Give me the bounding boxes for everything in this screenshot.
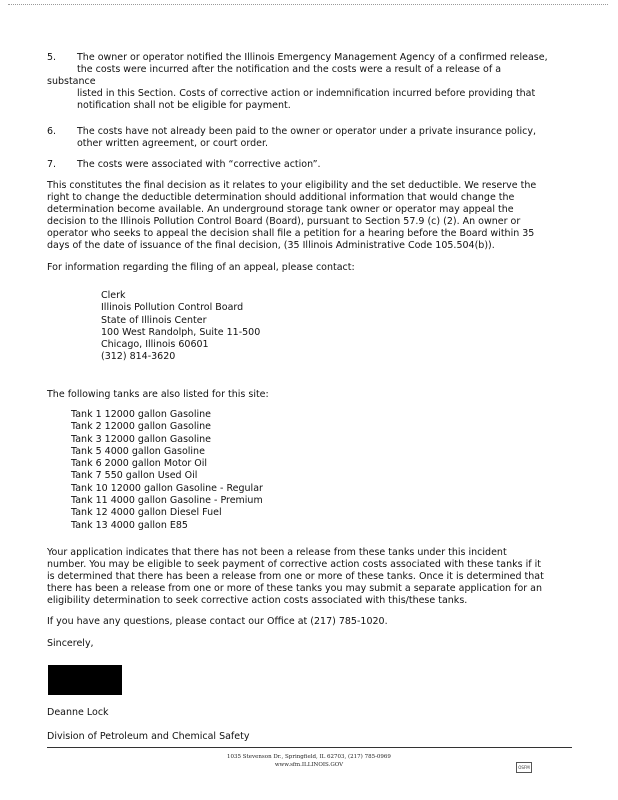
item-line: substance [47,76,96,87]
item-text [77,126,567,150]
tank-list-item: Tank 12 4000 gallon Diesel Fuel [71,507,222,519]
tank-list-item: Tank 2 12000 gallon Gasoline [71,421,211,433]
tanks-intro: The following tanks are also listed for this site: [47,389,269,400]
eligibility-item-5 [47,52,567,114]
paragraph-line: eligibility determination to seek corrective action costs associated with this/these tanks. [47,595,468,606]
item-line: notification shall not be eligible for payment. [77,100,291,111]
item-line: other written agreement, or court order. [77,138,269,149]
paragraph-line: number. You may be eligible to seek payment of corrective action costs associated with these tanks if it [47,559,541,570]
signer-name: Deanne Lock [47,707,109,718]
tank-list-item: Tank 7 550 gallon Used Oil [71,470,198,482]
paragraph-line: days of the date of issuance of the final decision, (35 Illinois Administrative Code 105.504(b)). [47,240,495,251]
item-number: 6. [47,126,57,137]
contact-office-line: If you have any questions, please contact our Office at (217) 785-1020. [47,616,388,627]
appeal-intro: For information regarding the filing of an appeal, please contact: [47,262,355,273]
signer-division: Division of Petroleum and Chemical Safety [47,731,250,742]
tank-list-item: Tank 11 4000 gallon Gasoline - Premium [71,495,263,507]
paragraph-line: operator who seeks to appeal the decision shall file a petition for a hearing before the Board within 35 [47,228,535,239]
scan-artifact [8,4,608,9]
item-number: 5. [47,52,57,63]
board-address [101,290,401,364]
tank-list-item: Tank 10 12000 gallon Gasoline - Regular [71,482,263,494]
paragraph-line: right to change the deductible determination should additional information that would change the [47,192,515,203]
paragraph-line: determination become available. An underground storage tank owner or operator may appeal the [47,204,514,215]
address-line: 100 West Randolph, Suite 11-500 [101,326,261,338]
tank-list [71,409,371,532]
address-line: Illinois Pollution Control Board [101,302,244,314]
item-line: The costs have not already been paid to the owner or operator under a private insurance policy, [77,126,536,137]
item-line: listed in this Section. Costs of corrective action or indemnification incurred before providing that [77,88,536,99]
item-number: 7. [47,159,57,170]
tank-list-item: Tank 13 4000 gallon E85 [71,519,188,531]
footer-website: www.sfm.ILLINOIS.GOV [274,762,344,768]
eligibility-item-6 [47,126,567,152]
tank-list-item: Tank 6 2000 gallon Motor Oil [71,458,208,470]
paragraph-line: decision to the Illinois Pollution Control Board (Board), pursuant to Section 57.9 (c) (2). An owner or [47,216,521,227]
item-text [47,52,567,112]
agency-stamp: OSFM [516,762,532,773]
paragraph-line: Your application indicates that there has not been a release from these tanks under this incident [47,547,507,558]
item-line: The owner or operator notified the Illinois Emergency Management Agency of a confirmed release, [77,52,548,63]
footer-divider [47,747,572,748]
item-text [77,159,567,171]
tank-list-item: Tank 1 12000 gallon Gasoline [71,409,211,420]
address-line: (312) 814-3620 [101,351,176,363]
paragraph-line: there has been a release from one or more of these tanks you may submit a separate application for an [47,583,543,594]
eligibility-item-7 [47,159,567,173]
item-line: The costs were associated with “corrective action”. [77,159,321,170]
tank-list-item: Tank 5 4000 gallon Gasoline [71,445,205,457]
paragraph-line: This constitutes the final decision as it relates to your eligibility and the set deductible. We reserve the [47,180,537,191]
footer-address: 1035 Stevenson Dr., Springfield, IL 62703, (217) 785-0969 [227,754,391,760]
redacted-signature [48,665,122,695]
final-decision-paragraph [47,180,572,252]
address-line: Clerk [101,290,126,301]
tank-list-item: Tank 3 12000 gallon Gasoline [71,433,211,445]
address-line: Chicago, Illinois 60601 [101,339,209,351]
application-paragraph [47,547,572,607]
closing: Sincerely, [47,638,94,649]
item-line: the costs were incurred after the notification and the costs were a result of a release of a [77,64,502,75]
paragraph-line: is determined that there has been a release from one or more of these tanks. Once it is determined that [47,571,544,582]
address-line: State of Illinois Center [101,314,207,326]
